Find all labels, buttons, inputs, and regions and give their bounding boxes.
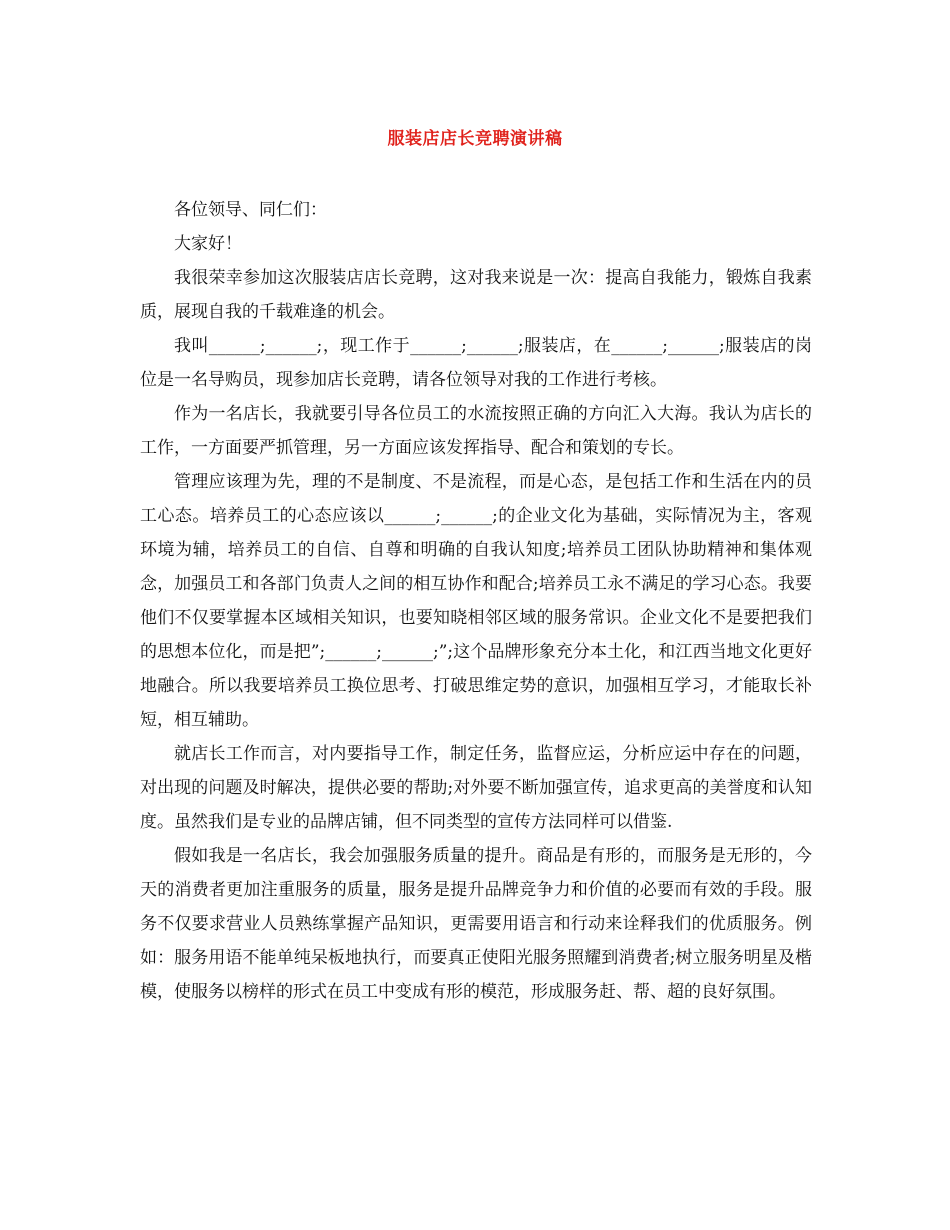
salutation: 各位领导、同仁们： [174, 200, 327, 220]
paragraph-work: 就店长工作而言，对内要指导工作，制定任务，监督应运，分析应运中存在的问题，对出现的问题及时解决，提供必要的帮助;对外要不断加强宣传，追求更高的美誉度和认知度。虽然我们是专业的品牌店铺，但不同类型的宣传方法同样可以借鉴. [140, 744, 812, 832]
page-title: 服装店店长竞聘演讲稿 [387, 129, 563, 149]
paragraph-management: 管理应该理为先，理的不是制度、不是流程，而是心态，是包括工作和生活在内的员工心态。培养员工的心态应该以______;______;的企业文化为基础，实际情况为主，客观环境为辅，培养员工的自信、自尊和明确的自我认知度;培养员工团队协助精神和集体观念，加强员工和各部门负责人之间的相互协作和配合;培养员工永不满足的学习心态。我要他们不仅要掌握本区域相关知识，也要知晓相邻区域的服务常识。企业文化不是要把我们的思想本位化，而是把”;______;______;”;这个品牌形象充分本土化，和江西当地文化更好地融合。所以我要培养员工换位思考、打破思维定势的意识，加强相互学习，才能取长补短，相互辅助。 [140, 472, 812, 730]
paragraph-service: 假如我是一名店长，我会加强服务质量的提升。商品是有形的，而服务是无形的，今天的消费者更加注重服务的质量，服务是提升品牌竞争力和价值的必要而有效的手段。服务不仅要求营业人员熟练掌握产品知识，更需要用语言和行动来诠释我们的优质服务。例如：服务用语不能单纯呆板地执行，而要真正使阳光服务照耀到消费者;树立服务明星及楷模，使服务以榜样的形式在员工中变成有形的模范，形成服务赶、帮、超的良好氛围。 [140, 846, 812, 1002]
paragraph-role: 作为一名店长，我就要引导各位员工的水流按照正确的方向汇入大海。我认为店长的工作，一方面要严抓管理，另一方面应该发挥指导、配合和策划的专长。 [140, 404, 812, 458]
paragraph-intro: 我很荣幸参加这次服装店店长竞聘，这对我来说是一次：提高自我能力，锻炼自我素质，展现自我的千载难逢的机会。 [140, 268, 812, 322]
document-body [140, 193, 812, 1009]
paragraph-self-introduction: 我叫______;______;，现工作于______;______;服装店，在______;______;服装店的岗位是一名导购员，现参加店长竞聘，请各位领导对我的工作进行考核。 [140, 336, 812, 390]
greeting: 大家好！ [174, 234, 242, 254]
